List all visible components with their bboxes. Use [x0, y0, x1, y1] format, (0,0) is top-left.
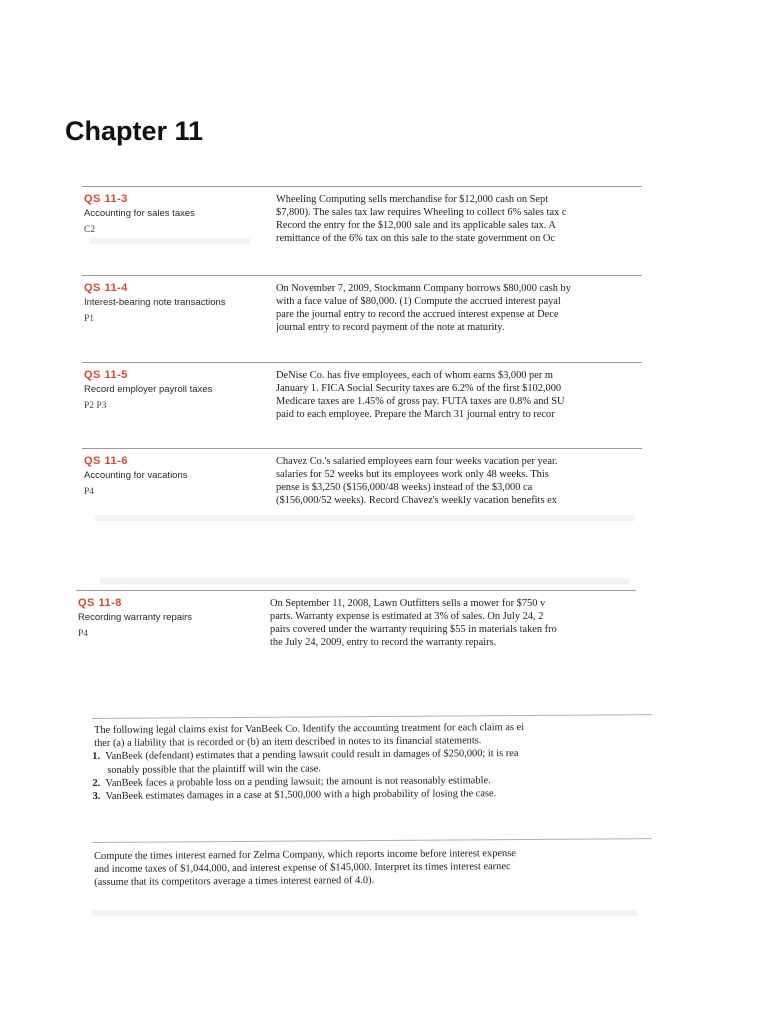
- scan-show-through: [100, 578, 630, 584]
- claim-text: VanBeek estimates damages in a case at $1,500,000 with a high probability of losing the case.: [105, 788, 497, 802]
- question-text-line: the July 24, 2009, entry to record the warranty repairs.: [270, 637, 497, 648]
- claim-number: 3.: [92, 790, 101, 803]
- exercise-text-line: ther (a) a liability that is recorded or (b) an item described in notes to its financial statements.: [94, 735, 482, 750]
- question-number: QS 11-8: [78, 597, 122, 609]
- learning-objective-code: P1: [84, 314, 95, 324]
- question-text-line: journal entry to record payment of the note at maturity.: [276, 322, 505, 333]
- exercise-text-line: (assume that its competitors average a times interest earned of 4.0).: [94, 875, 375, 889]
- claim-text: VanBeek (defendant) estimates that a pending lawsuit could result in damages of $250,000; it is rea: [105, 748, 519, 763]
- question-text-line: salaries for 52 weeks but its employees work only 48 weeks. This: [276, 469, 549, 480]
- question-text-line: remittance of the 6% tax on this sale to the state government on Oc: [276, 233, 556, 244]
- question-qs-11-5: [82, 362, 642, 437]
- question-text: [276, 282, 642, 334]
- question-text-line: parts. Warranty expense is estimated at 3% of sales. On July 24, 2: [270, 611, 544, 622]
- question-topic: Recording warranty repairs: [78, 612, 193, 623]
- question-topic: Record employer payroll taxes: [84, 384, 213, 395]
- scan-show-through: [95, 515, 635, 521]
- question-topic: Accounting for sales taxes: [84, 208, 195, 219]
- claim-item: [93, 786, 653, 803]
- question-text-line: pare the journal entry to record the accrued interest expense at Dece: [276, 309, 559, 320]
- question-qs-11-8: [76, 590, 636, 663]
- question-text: [276, 455, 642, 507]
- question-text-line: $7,800). The sales tax law requires Wheeling to collect 6% sales tax c: [276, 207, 567, 218]
- question-text-line: On September 11, 2008, Lawn Outfitters sells a mower for $750 v: [270, 598, 546, 609]
- claim-number: 1.: [92, 751, 101, 763]
- claim-text: VanBeek faces a probable loss on a pending lawsuit; the amount is not reasonably estimable.: [105, 775, 491, 789]
- times-interest-exercise: [92, 838, 652, 898]
- scan-show-through: [90, 238, 250, 244]
- question-topic: Interest-bearing note transactions: [84, 297, 226, 308]
- question-qs-11-4: [82, 275, 642, 350]
- question-qs-11-6: [82, 448, 642, 523]
- question-text-line: On November 7, 2009, Stockmann Company borrows $80,000 cash by: [276, 283, 571, 294]
- scan-show-through: [92, 910, 637, 916]
- exercise-text-line: Compute the times interest earned for Zelma Company, which reports income before interest expense: [94, 848, 516, 862]
- learning-objective-code: P4: [84, 487, 95, 497]
- question-text-line: Chavez Co.'s salaried employees earn four weeks vacation per year.: [276, 456, 558, 467]
- chapter-title: Chapter 11: [65, 116, 204, 146]
- claim-text-continued: sonably possible that the plaintiff will win the case.: [107, 763, 322, 776]
- question-text-line: paid to each employee. Prepare the March 31 journal entry to recor: [276, 409, 555, 420]
- question-number: QS 11-5: [84, 369, 128, 381]
- claim-number: 2.: [92, 777, 101, 789]
- question-text: [276, 369, 642, 421]
- learning-objective-code: P2 P3: [84, 401, 107, 411]
- question-text: [270, 597, 636, 649]
- question-text-line: Medicare taxes are 1.45% of gross pay. FUTA taxes are 0.8% and SU: [276, 396, 565, 407]
- question-number: QS 11-6: [84, 455, 128, 467]
- question-text-line: with a face value of $80,000. (1) Compute the accrued interest payal: [276, 296, 561, 307]
- question-text-line: ($156,000/52 weeks). Record Chavez's weekly vacation benefits ex: [276, 495, 557, 506]
- question-number: QS 11-4: [84, 282, 128, 294]
- question-text-line: Wheeling Computing sells merchandise for $12,000 cash on Sept: [276, 194, 549, 205]
- question-text-line: pairs covered under the warranty requiring $55 in materials taken fro: [270, 624, 557, 635]
- learning-objective-code: P4: [78, 629, 89, 639]
- question-text: [276, 193, 642, 245]
- question-text-line: DeNise Co. has five employees, each of whom earns $3,000 per m: [276, 370, 554, 381]
- learning-objective-code: C2: [84, 225, 96, 235]
- exercise-text-line: The following legal claims exist for VanBeek Co. Identify the accounting treatment for each claim as ei: [94, 721, 525, 736]
- question-text-line: Record the entry for the $12,000 sale and its applicable sales tax. A: [276, 220, 556, 231]
- legal-claims-exercise: [92, 714, 653, 826]
- exercise-text-line: and income taxes of $1,044,000, and interest expense of $145,000. Interpret its times interest earnec: [94, 861, 511, 876]
- question-topic: Accounting for vacations: [84, 470, 188, 481]
- question-number: QS 11-3: [84, 193, 128, 205]
- question-text-line: pense is $3,250 ($156,000/48 weeks) instead of the $3,000 ca: [276, 482, 533, 493]
- question-qs-11-3: [82, 186, 642, 261]
- question-text-line: January 1. FICA Social Security taxes are 6.2% of the first $102,000: [276, 383, 562, 394]
